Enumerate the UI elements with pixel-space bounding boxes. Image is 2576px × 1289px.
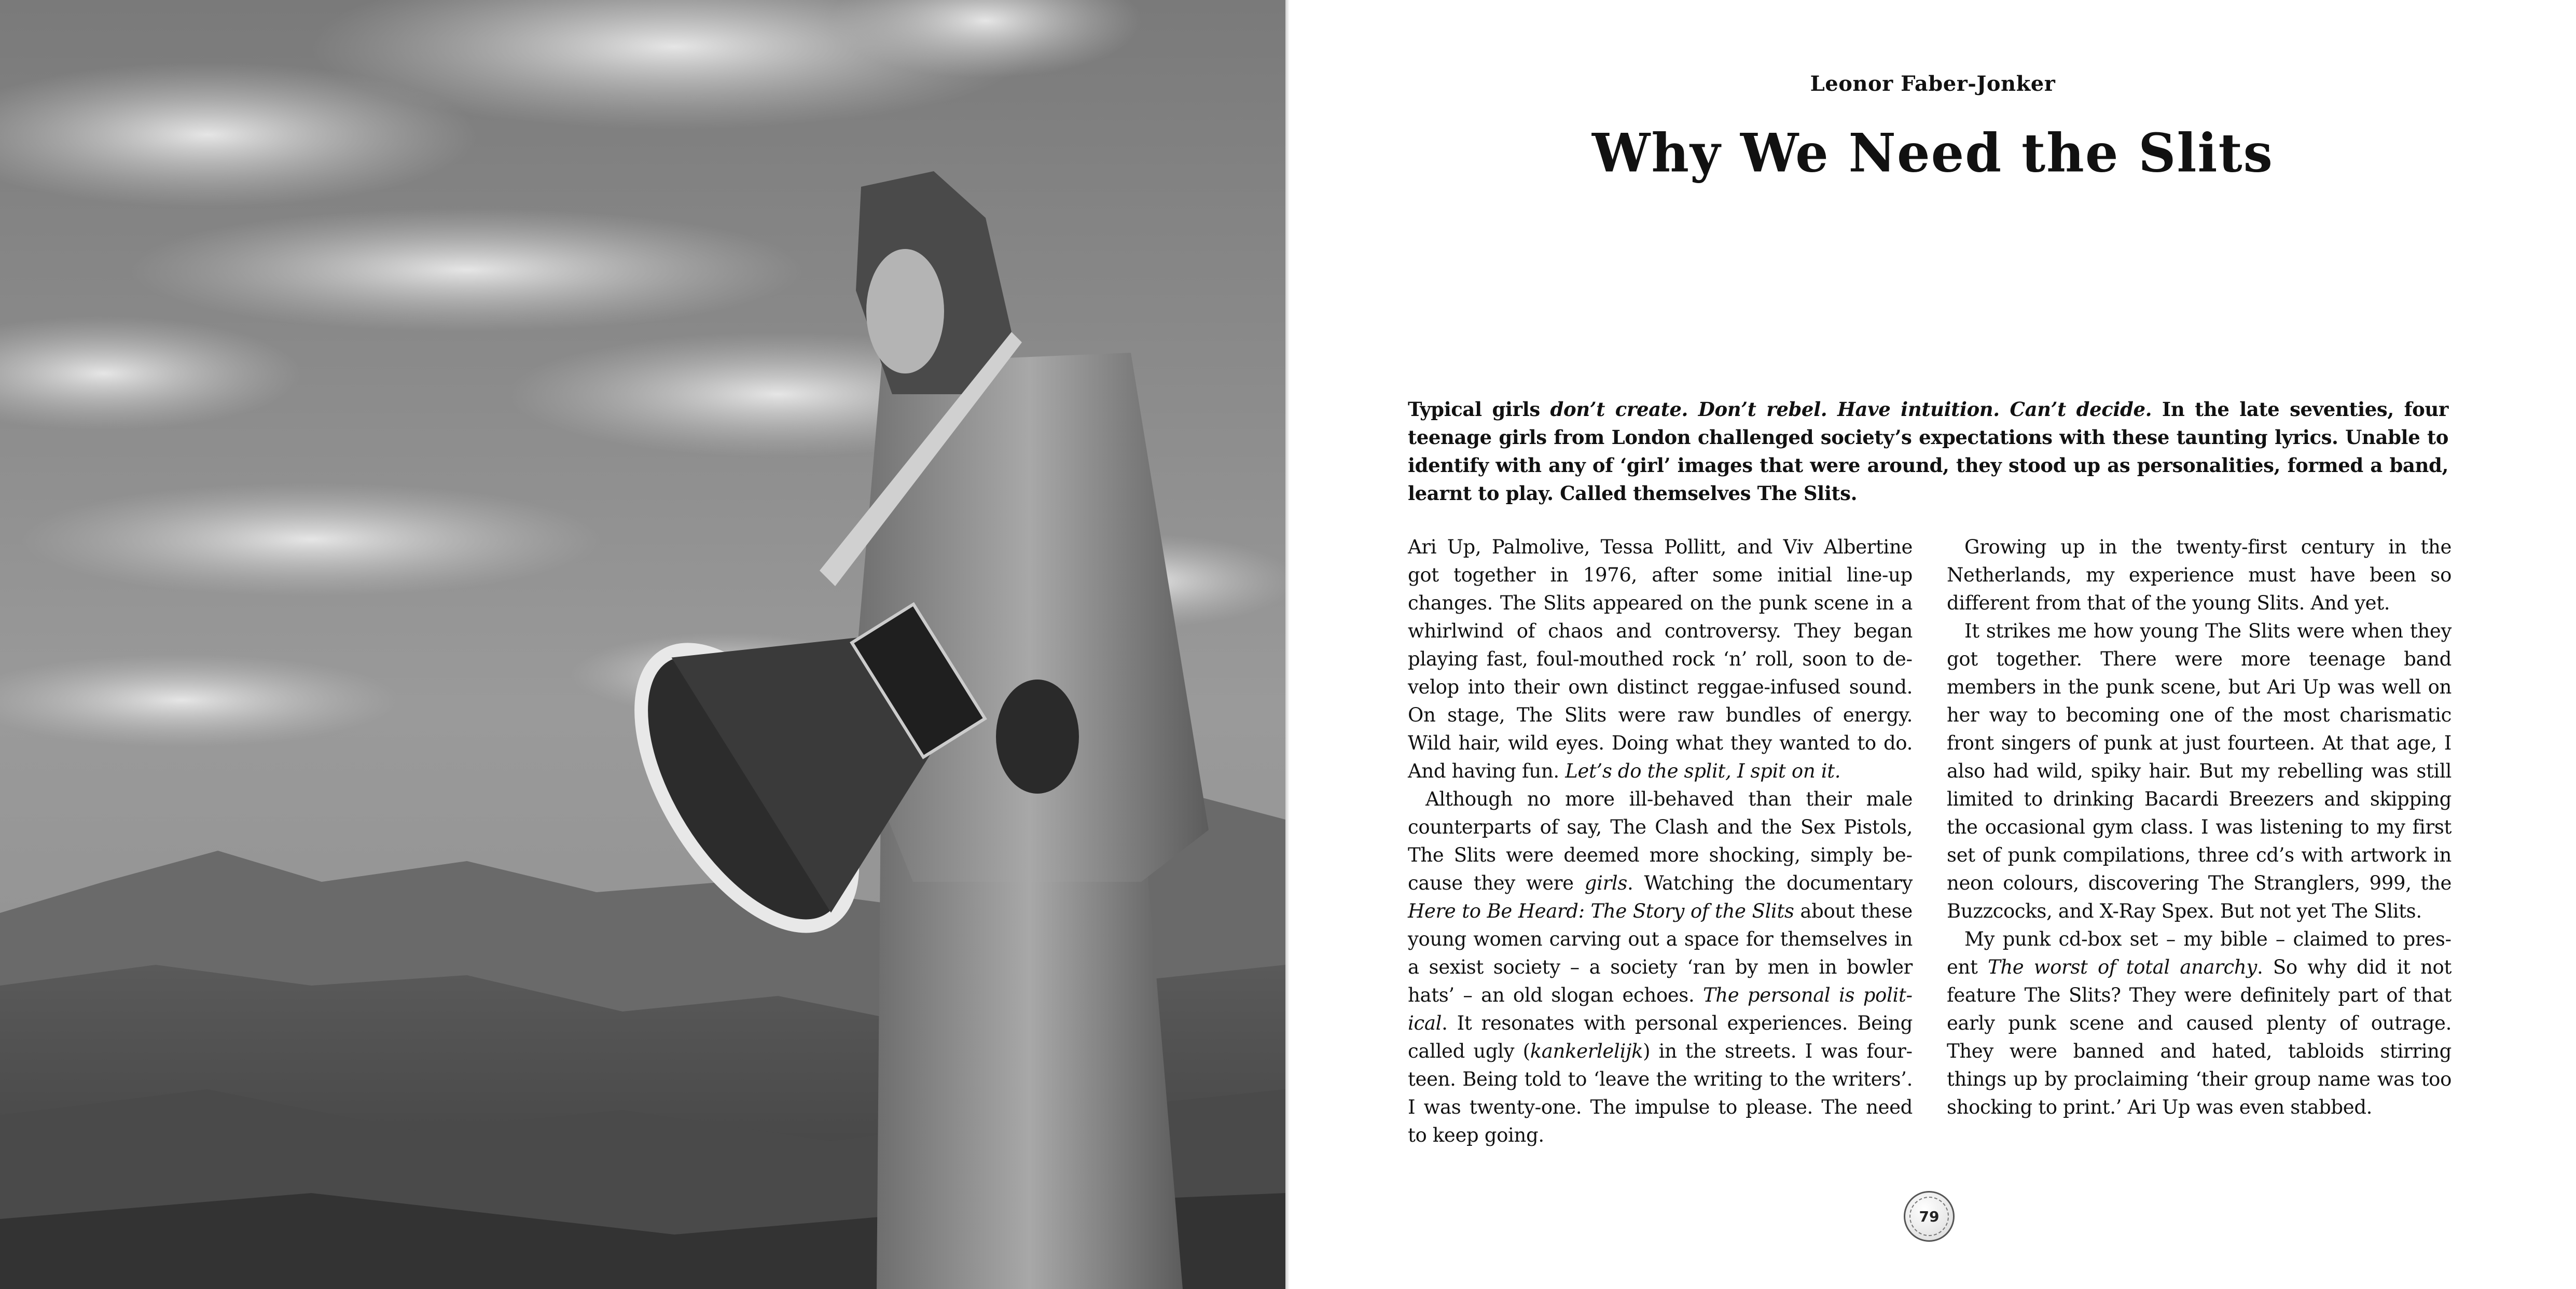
italic-text: Let’s do the split, I spit on it. [1565,760,1841,782]
page-number-badge [1904,1191,1955,1242]
column-right [1947,533,2452,1121]
text-run: Although no more ill-behaved than their male counterparts of say, The Clash and the Sex Pistols, The Slits were deemed more shocking, simply because they were [1408,788,1913,894]
text-run: ) in the streets. I was fourteen. Being told to ‘leave the writing to the writers’. I was twenty-one. The impulse to please. The need to keep going. [1408,1040,1913,1146]
collage-photo-icon [0,0,1285,1289]
lead-paragraph [1408,395,2448,507]
body-paragraph [1408,533,1913,785]
collage-photo [0,0,1285,1289]
text-run: Growing up in the twenty-first century in the Netherlands, my experience must have been so different from that of the young Slits. And yet. [1947,536,2452,614]
italic-text: The worst of total anarchy [1988,956,2257,978]
text-run: My punk cd-box set – my bible – claimed to present [1947,928,2452,978]
italic-text: Here to Be Heard: The Story of the Slits [1408,900,1794,922]
italic-text: don’t create. Don’t rebel. Have intuition. Can’t decide. [1550,398,2152,421]
text-run: It strikes me how young The Slits were when they got together. There were more teenage band members in the punk scene, but Ari Up was well on her way to becoming one of the most charismatic front singers of punk at just fourteen. At that age, I also had wild, spiky hair. But my rebelling was still limited to drinking Bacardi Breezers and skipping the occasional gym class. I was listening to my first set of punk compilations, three cd’s with artwork in neon colours, discovering The Stranglers, 999, the Buzzcocks, and X-Ray Spex. But not yet The Slits. [1947,620,2452,922]
column-left [1408,533,1913,1149]
text-run: about these young women carving out a space for themselves in a sexist society – a society ‘ran by men in bowler hats’ – an old slogan echoes. [1408,900,1913,1006]
text-run: Typical girls [1408,398,1550,421]
body-paragraph [1947,617,2452,925]
article-title: Why We Need the Slits [1592,121,2274,185]
text-run: . So why did it not feature The Slits? They were definitely part of that early punk scene and caused plenty of outrage. They were banned and hated, tabloids stirring things up by proclaiming ‘their group name was too shocking to print.’ Ari Up was even stabbed. [1947,956,2452,1118]
italic-text: kankerlelijk [1530,1040,1643,1062]
italic-text: girls [1584,872,1628,894]
italic-text: The personal is political [1408,984,1913,1034]
text-run: Ari Up, Palmolive, Tessa Pollitt, and Viv Albertine got together in 1976, after some initial line-up changes. The Slits appeared on the punk scene in a whirlwind of chaos and controversy. They began playing fast, foul-mouthed rock ‘n’ roll, soon to develop into their own distinct reggae-infused sound. On stage, The Slits were raw bundles of energy. Wild hair, wild eyes. Doing what they wanted to do. And having fun. [1408,536,1913,782]
text-run: . Watching the documentary [1627,872,1913,894]
page-gutter [1285,0,1290,1289]
text-run: In the late seventies, four teenage girls from London challenged society’s expectations with these taunting lyrics. Unable to identify with any of ‘girl’ images that were around, they stood up as personalities, formed a band, learnt to play. Called themselves The Slits. [1408,398,2448,505]
body-paragraph [1947,533,2452,617]
text-run: . It resonates with personal experiences. Being called ugly ( [1408,1012,1913,1062]
author-name: Leonor Faber-Jonker [1810,72,2056,96]
page-number: 79 [1919,1208,1940,1225]
body-paragraph [1408,785,1913,1149]
body-paragraph [1947,925,2452,1121]
